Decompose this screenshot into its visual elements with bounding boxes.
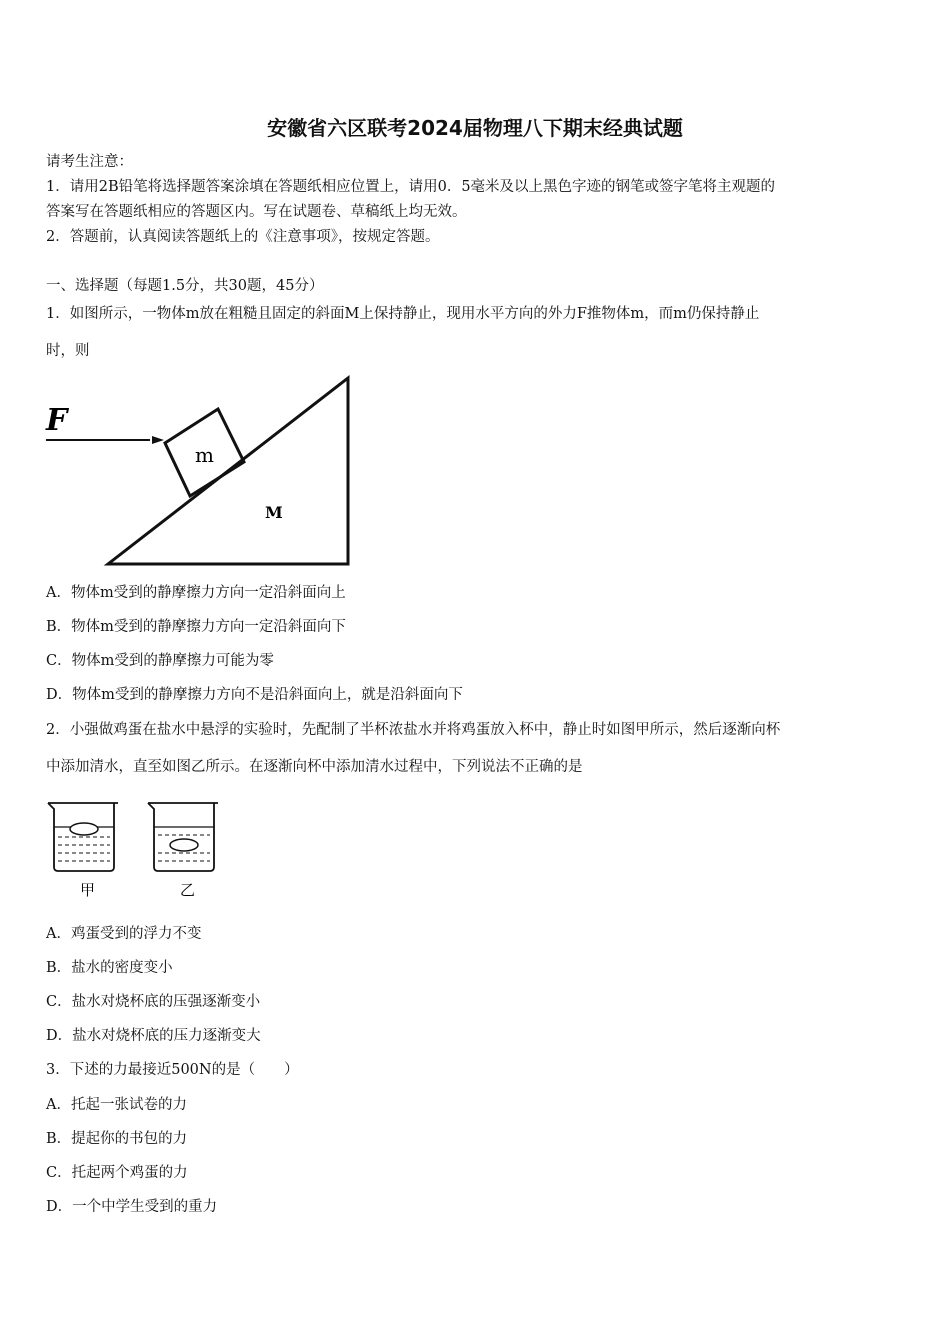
incline-figure [40, 370, 370, 575]
beaker-b [148, 803, 218, 871]
force-label: F [46, 403, 68, 438]
page-title: 安徽省六区联考2024届物理八下期末经典试题 [267, 116, 683, 140]
question-3-option-a: A．托起一张试卷的力 [46, 1097, 187, 1113]
beaker-a [48, 803, 118, 871]
question-2-option-d: D．盐水对烧杯底的压力逐渐变大 [46, 1028, 261, 1044]
question-2-option-b: B．盐水的密度变小 [46, 960, 173, 976]
question-1-option-a: A．物体m受到的静摩擦力方向一定沿斜面向上 [46, 585, 346, 601]
section-heading: 一、选择题（每题1.5分，共30题，45分） [46, 278, 324, 294]
block-label: m [195, 443, 214, 467]
notice-heading: 请考生注意： [46, 154, 133, 170]
question-1-option-d: D．物体m受到的静摩擦力方向不是沿斜面向上，就是沿斜面向下 [46, 687, 463, 703]
incline-label: M [265, 503, 283, 522]
notice-item-1-line-2: 答案写在答题纸相应的答题区内。写在试题卷、草稿纸上均无效。 [46, 204, 467, 220]
beaker-b-label: 乙 [180, 881, 196, 899]
question-1-option-b: B．物体m受到的静摩擦力方向一定沿斜面向下 [46, 619, 346, 635]
question-1-stem-line-2: 时，则 [46, 343, 90, 359]
question-2-stem-line-1: 2．小强做鸡蛋在盐水中悬浮的实验时，先配制了半杯浓盐水并将鸡蛋放入杯中，静止时如图甲所示，然后逐渐向杯 [46, 722, 781, 738]
notice-item-2: 2．答题前，认真阅读答题纸上的《注意事项》，按规定答题。 [46, 229, 440, 245]
question-3-option-b: B．提起你的书包的力 [46, 1131, 188, 1147]
question-1-option-c: C．物体m受到的静摩擦力可能为零 [46, 653, 274, 669]
question-3-stem: 3．下述的力最接近500N的是（ ） [46, 1062, 299, 1078]
question-3-option-d: D．一个中学生受到的重力 [46, 1199, 218, 1215]
beaker-a-label: 甲 [80, 881, 96, 899]
egg-b [170, 839, 198, 851]
question-3-option-c: C．托起两个鸡蛋的力 [46, 1165, 188, 1181]
question-2-stem-line-2: 中添加清水，直至如图乙所示。在逐渐向杯中添加清水过程中，下列说法不正确的是 [46, 759, 583, 775]
question-2-option-c: C．盐水对烧杯底的压强逐渐变小 [46, 994, 261, 1010]
egg-a [70, 823, 98, 835]
force-arrow-head [152, 436, 164, 444]
question-2-option-a: A．鸡蛋受到的浮力不变 [46, 926, 202, 942]
question-1-stem-line-1: 1．如图所示，一物体m放在粗糙且固定的斜面M上保持静止，现用水平方向的外力F推物体m，而m仍保持静止 [46, 306, 760, 322]
beaker-figure [40, 795, 230, 905]
notice-item-1-line-1: 1．请用2B铅笔将选择题答案涂填在答题纸相应位置上，请用0．5毫米及以上黑色字迹的钢笔或签字笔将主观题的 [46, 179, 776, 195]
